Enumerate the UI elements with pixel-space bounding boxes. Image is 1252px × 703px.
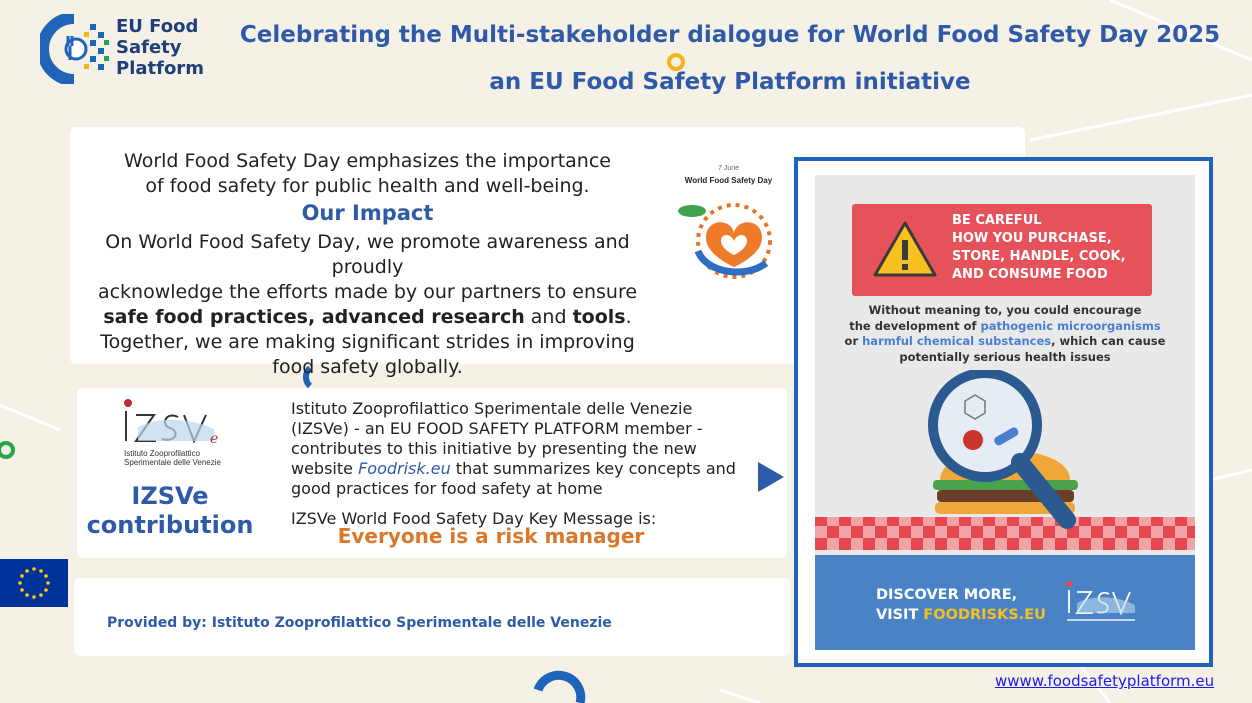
poster-body-line4: potentially serious health issues: [899, 349, 1111, 364]
poster-body-line2a: the development of: [849, 318, 981, 333]
poster-body-line3c: , which can cause: [1051, 334, 1166, 348]
izsve-wordmark-icon: [118, 397, 228, 449]
warning-line2: HOW YOU PURCHASE,: [952, 231, 1112, 246]
intro-line1: World Food Safety Day emphasizes the importance: [124, 150, 611, 172]
visit-text: VISIT: [876, 607, 924, 623]
impact-bold-tools: tools: [572, 306, 626, 328]
key-message: Everyone is a risk manager: [337, 524, 645, 548]
eu-stars-icon: [0, 559, 68, 607]
impact-line4: Together, we are making significant strides in improving: [100, 331, 635, 353]
foodrisk-link[interactable]: Foodrisk.eu: [358, 459, 451, 478]
logo-text-line3: Platform: [116, 58, 204, 79]
key-message-label: IZSVe World Food Safety Day Key Message is:: [291, 509, 657, 528]
foodrisks-poster[interactable]: [815, 175, 1195, 650]
contribution-title: [80, 482, 260, 540]
play-arrow-icon: [758, 462, 784, 492]
impact-heading: Our Impact: [301, 201, 434, 225]
contribution-title-line2: contribution: [86, 511, 254, 539]
wfsd-date: 7 June: [717, 165, 740, 172]
eu-flag: [0, 559, 68, 607]
izsve-logo-caption-line1: Istituto Zooprofilattico: [124, 449, 201, 458]
magnifier-burger-illustration: [815, 370, 1195, 550]
svg-text:e: e: [210, 431, 219, 447]
intro-text: [70, 149, 665, 380]
impact-line1: On World Food Safety Day, we promote awareness and proudly: [105, 231, 630, 278]
contribution-title-line1: IZSVe: [131, 482, 209, 510]
logo-text-line1: EU Food: [116, 16, 199, 37]
poster-body-line3a: or: [844, 334, 863, 348]
contribution-text-before: Istituto Zooprofilattico Sperimentale delle Venezie (IZSVe) - an EU FOOD SAFETY PLATFORM member - contributes to this initiative by presenting the new website: [291, 399, 703, 478]
poster-body-harmful: harmful chemical substances: [862, 334, 1052, 348]
poster-body-text: [835, 303, 1175, 365]
izsve-logo-caption-line2: Sperimentale delle Venezie: [124, 458, 221, 467]
warning-line4: AND CONSUME FOOD: [952, 267, 1108, 282]
izsve-logo: [118, 397, 228, 467]
poster-body-pathogenic: pathogenic microorganisms: [980, 318, 1161, 333]
izsve-logo-white-icon: [1063, 579, 1143, 627]
foodrisks-site-link[interactable]: FOODRISKS.EU: [923, 607, 1046, 623]
heart-hand-icon: [676, 193, 781, 283]
impact-line5: food safety globally.: [272, 356, 463, 378]
wfsd-title: World Food Safety Day: [684, 176, 773, 185]
platform-emblem-icon: [40, 14, 112, 84]
warning-line1: BE CAREFUL: [952, 213, 1042, 228]
contribution-text-after: that summarizes key concepts and good practices for food safety at home: [291, 459, 736, 498]
provided-by-text: Provided by: Istituto Zooprofilattico Sperimentale delle Venezie: [107, 615, 612, 631]
impact-line3: [70, 305, 665, 330]
intro-line2: of food safety for public health and well-being.: [145, 175, 590, 197]
page-title-line2: an EU Food Safety Platform initiative: [489, 69, 971, 95]
warning-line3: STORE, HANDLE, COOK,: [952, 249, 1126, 264]
warning-triangle-icon: [872, 220, 938, 278]
eu-food-safety-platform-logo[interactable]: [40, 14, 210, 84]
page-title-line1: Celebrating the Multi-stakeholder dialogue for World Food Safety Day 2025: [239, 22, 1221, 48]
warning-banner: [852, 204, 1152, 296]
discover-more-line1: DISCOVER MORE,: [876, 587, 1018, 603]
impact-bold-practices: safe food practices, advanced research: [103, 306, 525, 328]
logo-text-line2: Safety: [116, 37, 182, 58]
contribution-description: [291, 399, 751, 499]
world-food-safety-day-logo: [676, 165, 781, 283]
impact-line2: acknowledge the efforts made by our partners to ensure: [97, 281, 638, 303]
impact-and: and: [524, 306, 573, 328]
footer-website-link[interactable]: wwww.foodsafetyplatform.eu: [995, 672, 1215, 690]
poster-body-line1: Without meaning to, you could encourage: [868, 303, 1142, 317]
impact-period: .: [625, 306, 632, 328]
